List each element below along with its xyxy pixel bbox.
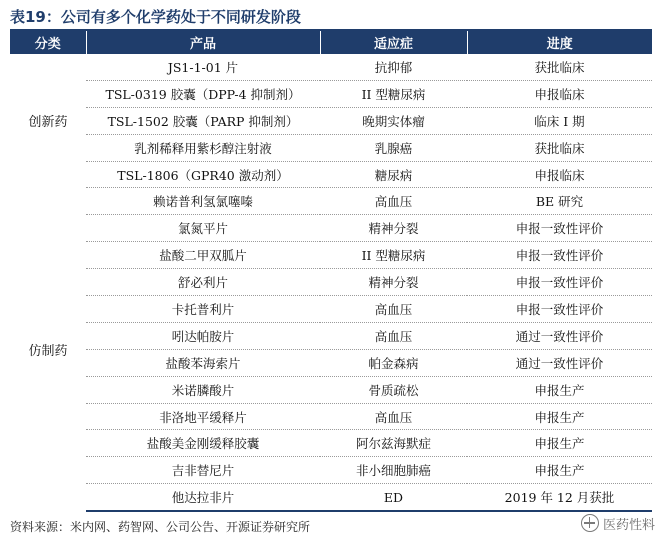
product-cell: 吲达帕胺片 [86,322,320,349]
progress-cell: 临床 I 期 [467,107,652,134]
header-product: 产品 [86,31,320,54]
product-cell: 盐酸二甲双胍片 [86,242,320,269]
table-header-row [10,31,652,54]
product-cell: TSL-1502 胶囊（PARP 抑制剂） [86,107,320,134]
table-row [10,188,652,215]
table-row [10,484,652,511]
product-cell: 盐酸苯海索片 [86,349,320,376]
progress-cell: 申报一致性评价 [467,296,652,323]
indication-cell: 高血压 [320,188,467,215]
table-row [10,457,652,484]
progress-cell: 申报生产 [467,403,652,430]
product-cell: 他达拉非片 [86,484,320,511]
table-row [10,349,652,376]
progress-cell: 获批临床 [467,54,652,80]
indication-cell: 精神分裂 [320,269,467,296]
table-row [10,54,652,80]
table-row [10,242,652,269]
header-category: 分类 [10,31,86,54]
category-cell: 创新药 [28,115,68,131]
progress-cell: 2019 年 12 月获批 [467,484,652,511]
product-cell: TSL-0319 胶囊（DPP-4 抑制剂） [86,80,320,107]
table-row [10,430,652,457]
progress-cell: 通过一致性评价 [467,349,652,376]
indication-cell: 糖尿病 [320,161,467,188]
table-caption: 表19：公司有多个化学药处于不同研发阶段 [10,8,301,26]
table-row [10,215,652,242]
table-row [10,376,652,403]
medical-cross-logo-icon [581,514,599,532]
progress-cell: 获批临床 [467,134,652,161]
product-cell: 乳剂稀释用紫杉醇注射液 [86,134,320,161]
table-row [10,80,652,107]
progress-cell: 通过一致性评价 [467,322,652,349]
indication-cell: 高血压 [320,403,467,430]
product-cell: TSL-1806（GPR40 激动剂） [86,161,320,188]
indication-cell: II 型糖尿病 [320,80,467,107]
table-row [10,296,652,323]
product-cell: 赖诺普利氢氯噻嗪 [86,188,320,215]
product-cell: 米诺膦酸片 [86,376,320,403]
indication-cell: 晚期实体瘤 [320,107,467,134]
table-row [10,322,652,349]
category-cell: 仿制药 [28,344,68,360]
indication-cell: 抗抑郁 [320,54,467,80]
indication-cell: 非小细胞肺癌 [320,457,467,484]
indication-cell: 阿尔兹海默症 [320,430,467,457]
indication-cell: 高血压 [320,296,467,323]
progress-cell: 申报一致性评价 [467,242,652,269]
table-row [10,269,652,296]
header-indication: 适应症 [320,31,467,54]
product-cell: JS1-1-01 片 [86,54,320,80]
progress-cell: 申报生产 [467,376,652,403]
indication-cell: 骨质疏松 [320,376,467,403]
product-cell: 卡托普利片 [86,296,320,323]
indication-cell: 精神分裂 [320,215,467,242]
table-row [10,134,652,161]
progress-cell: 申报一致性评价 [467,269,652,296]
progress-cell: BE 研究 [467,188,652,215]
source-note: 资料来源：米内网、药智网、公司公告、开源证券研究所 [10,520,311,534]
indication-cell: ED [320,484,467,511]
indication-cell: 帕金森病 [320,349,467,376]
indication-cell: 乳腺癌 [320,134,467,161]
drug-pipeline-table [10,31,652,512]
progress-cell: 申报临床 [467,80,652,107]
watermark [581,511,655,535]
table-row [10,403,652,430]
table-row [10,161,652,188]
product-cell: 非洛地平缓释片 [86,403,320,430]
indication-cell: 高血压 [320,322,467,349]
product-cell: 氯氮平片 [86,215,320,242]
product-cell: 盐酸美金刚缓释胶囊 [86,430,320,457]
product-cell: 舒必利片 [86,269,320,296]
progress-cell: 申报生产 [467,430,652,457]
progress-cell: 申报临床 [467,161,652,188]
progress-cell: 申报一致性评价 [467,215,652,242]
product-cell: 吉非替尼片 [86,457,320,484]
table-row [10,107,652,134]
header-progress: 进度 [467,31,652,54]
indication-cell: II 型糖尿病 [320,242,467,269]
watermark-text: 医药性料 [602,517,655,533]
progress-cell: 申报生产 [467,457,652,484]
